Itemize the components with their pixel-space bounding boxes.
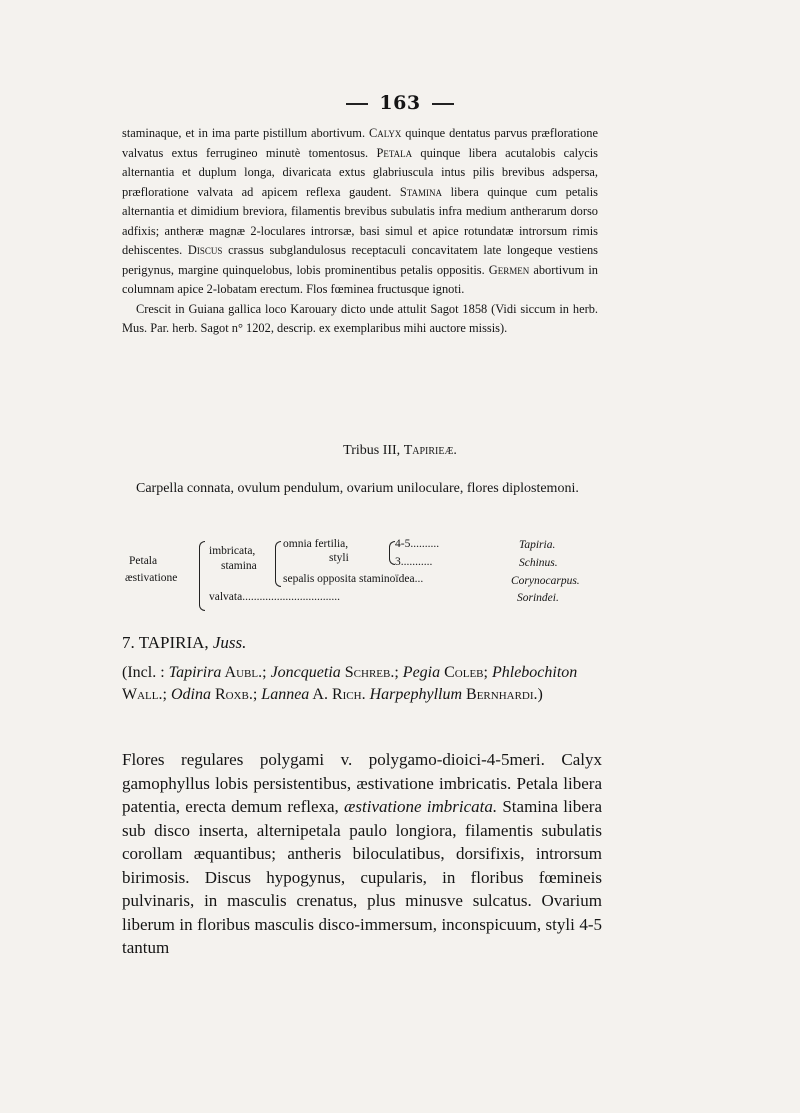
synonyms-paragraph	[122, 662, 612, 706]
tribus-prefix: Tribus III,	[343, 443, 404, 458]
key-genus-tapiria: Tapiria.	[519, 539, 556, 551]
italic-phrase: æstivatione imbricata.	[344, 797, 498, 816]
synonym-name: Joncquetia	[270, 664, 341, 681]
text-run: Flores regulares polygami v. polygamo-dioici-4-5meri. Calyx gamophyllus lobis persistentibus, æstivatione imbricatis. Petala libera patentia, erecta demum reflexa,	[122, 750, 602, 816]
synonym-author: Bernhardi.	[462, 686, 538, 703]
page-number: 163	[379, 92, 421, 114]
identification-key	[127, 535, 607, 615]
key-sepalis: sepalis opposita staminoïdea...	[283, 573, 424, 585]
key-valvata: valvata..................................	[209, 591, 340, 603]
key-brace-outer	[199, 541, 205, 611]
synonym-author: Schreb.	[340, 664, 395, 681]
key-genus-corynocarpus: Corynocarpus.	[511, 575, 580, 587]
genus-description	[122, 748, 602, 960]
synonym-author: Roxb.	[210, 686, 253, 703]
text-run: ;	[394, 664, 403, 681]
key-styli: styli	[329, 552, 349, 564]
text-run: ;	[162, 686, 171, 703]
key-imbricata: imbricata,	[209, 545, 256, 557]
synonym-author: Wall.	[122, 686, 163, 703]
habitat-paragraph: Crescit in Guiana gallica loco Karouary dicto unde attulit Sagot 1858 (Vidi siccum in herb. Mus. Par. herb. Sagot n° 1202, descrip. ex exemplaribus mihi auctore missis).	[122, 301, 598, 335]
text-run: quinque dentatus parvus præfloratione valvatus extus ferrugineo minutè tomentosus.	[122, 126, 598, 160]
synonym-name: Tapirira	[168, 664, 222, 681]
key-petala: Petala	[129, 555, 158, 567]
term-calyx: Calyx	[368, 126, 402, 140]
text-run: crassus subglandulosus receptaculi concavitatem late longeque vestiens perigynus, margine quinquelobus, lobis prominentibus petalis oppositis.	[122, 243, 598, 277]
tribus-heading	[0, 443, 800, 459]
key-styli-4-5: 4-5..........	[395, 538, 440, 550]
text-run: libera quinque cum petalis alternantia et dimidium breviora, filamentis brevibus subulatis infra medium antherarum dorso adfixis; antheræ magnæ 2-loculares introrsæ, basi simul et apice rotundatæ introrsum rimis dehiscentes.	[122, 184, 598, 257]
text-run: Stamina libera sub disco inserta, alternipetala paulo longiora, filamentis subulatis corollam æquantibus; antheris biloculatibus, dorsifixis, introrsum birimosis. Discus hypogynus, cupularis, in floribus fœmineis pulvinaris, in masculis crenatus, plus minusve sulcatus. Ovarium liberum in floribus masculis disco-immersum, inconspicuum, styli 4-5 tantum	[122, 797, 603, 957]
synonym-name: Phlebochiton	[491, 664, 578, 681]
key-stamina: stamina	[221, 560, 257, 572]
text-run: )	[537, 686, 543, 703]
description-paragraph	[122, 124, 598, 339]
genus-author: Juss.	[212, 633, 247, 652]
synonym-author: Aubl.	[221, 664, 263, 681]
text-run: quinque libera acutalobis calycis alternantia et duplum longa, divaricata extus glabriuscula intus pilis brevibus adspersa, præfloratione valvata ad apicem reflexa gaudent.	[122, 145, 599, 199]
term-petala: Petala	[376, 145, 413, 160]
header-dash-left	[346, 103, 368, 105]
text-run: (Incl. :	[122, 664, 169, 681]
genus-heading	[122, 633, 246, 653]
text-run: staminaque, et in ima parte pistillum abortivum.	[122, 126, 369, 140]
key-aestivatione: æstivatione	[125, 572, 178, 584]
carpella-paragraph: Carpella connata, ovulum pendulum, ovarium uniloculare, flores diplostemoni.	[136, 481, 579, 496]
key-brace-stamina	[275, 541, 281, 587]
synonym-author: Coleb	[440, 664, 484, 681]
text-run: ;	[262, 664, 271, 681]
synonym-name: Odina	[170, 686, 211, 703]
synonym-name: Pegia	[402, 664, 441, 681]
text-run: ;	[483, 664, 492, 681]
tribus-name: Tapirieæ.	[403, 443, 457, 458]
synonym-name: Harpephyllum	[369, 686, 463, 703]
text-run: ;	[252, 686, 262, 703]
synonym-name: Lannea	[261, 686, 310, 703]
page-header	[0, 92, 800, 114]
text-run: abortivum in columnam apice 2-lobatam erectum. Flos fœminea fructusque ignoti.	[122, 262, 599, 296]
genus-name: 7. TAPIRIA,	[122, 633, 213, 652]
key-styli-3: 3...........	[395, 556, 433, 568]
key-omnia: omnia fertilia,	[283, 538, 349, 550]
synonym-author: A. Rich.	[309, 686, 366, 703]
term-discus: Discus	[187, 243, 223, 257]
term-stamina: Stamina	[399, 184, 443, 199]
term-germen: Germen	[488, 262, 530, 277]
key-genus-schinus: Schinus.	[519, 557, 558, 569]
header-dash-right	[432, 103, 454, 105]
key-genus-sorindei: Sorindei.	[517, 592, 559, 604]
